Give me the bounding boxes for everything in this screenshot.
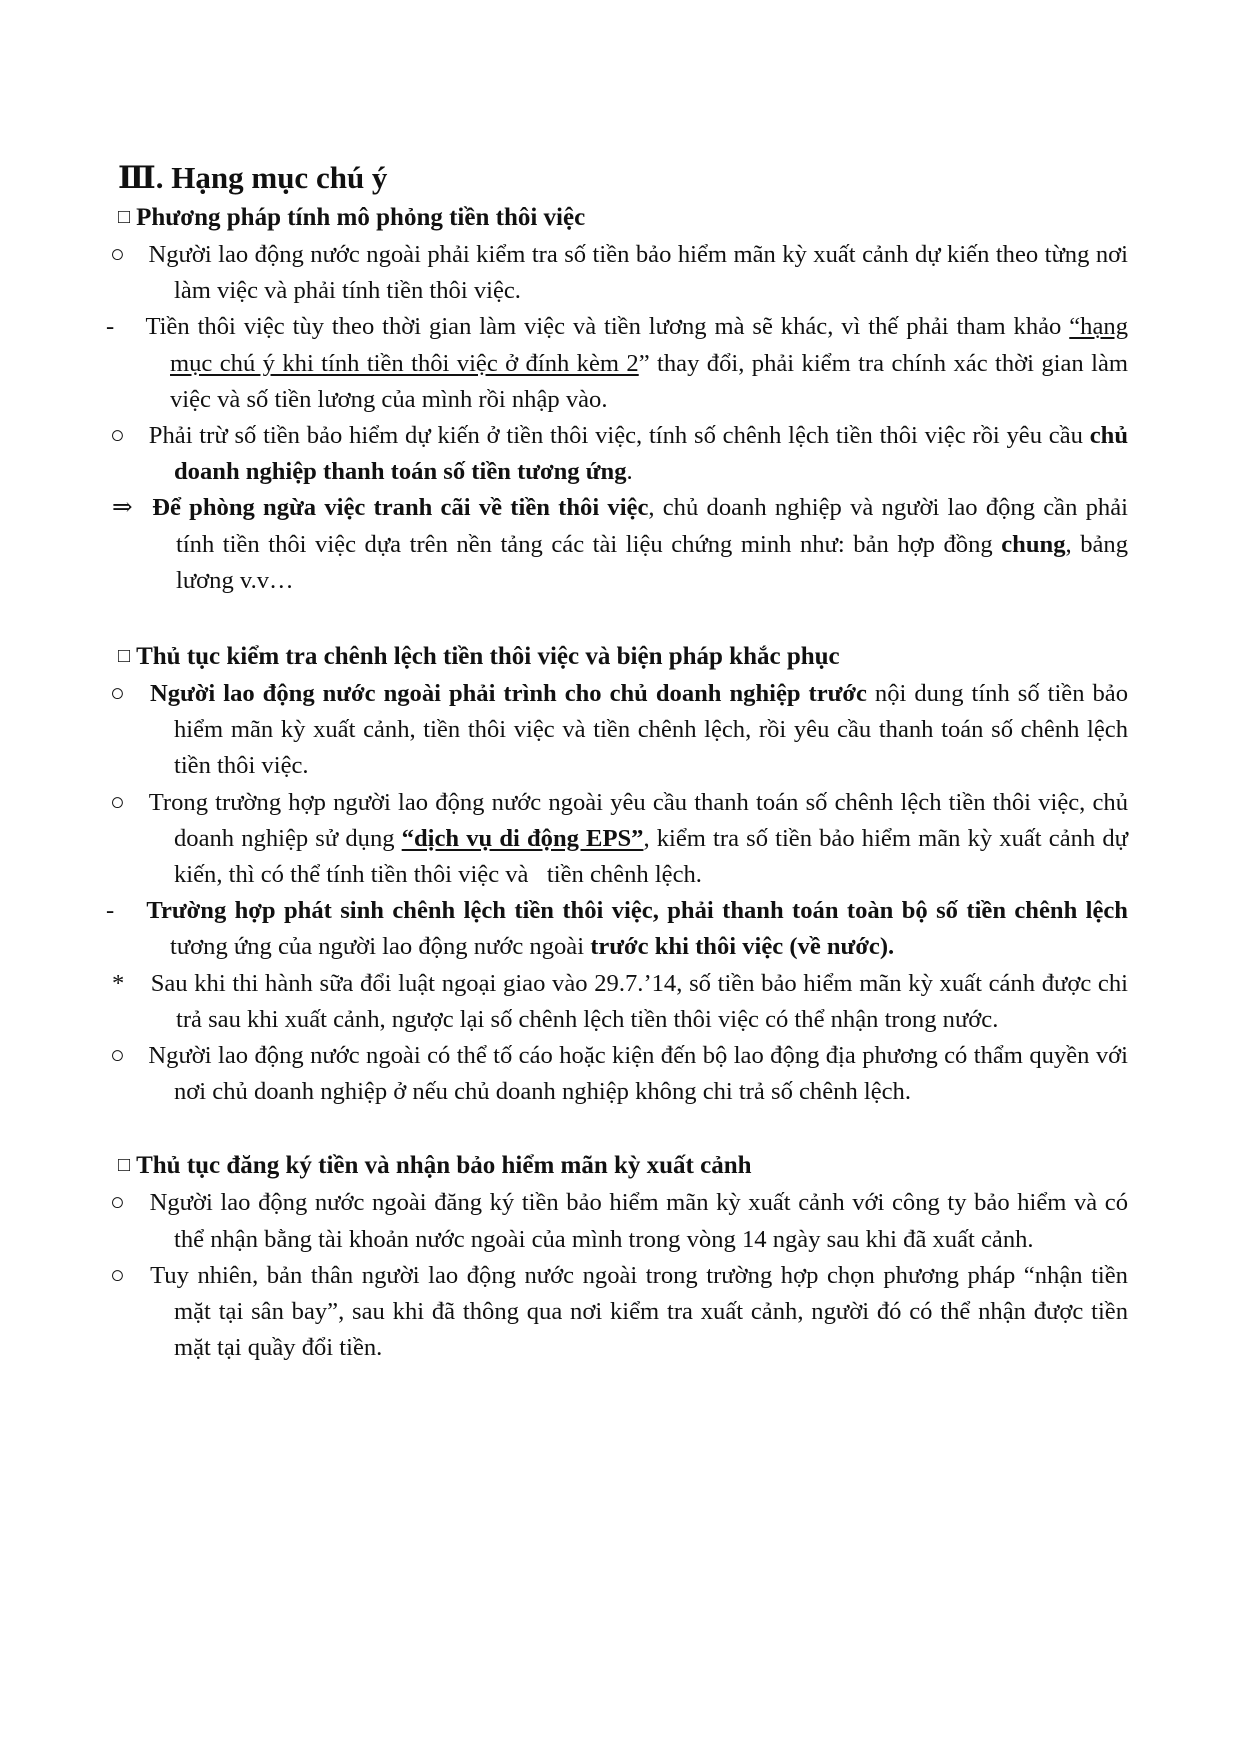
list-item: - Tiền thôi việc tùy theo thời gian làm việc và tiền lương mà sẽ khác, vì thế phải tham khảo “hạng mục chú ý khi tính tiền thôi việc ở đính kèm 2” thay đổi, phải kiểm tra chính xác thời gian làm việc và số tiền lương của mình rồi nhập vào. (106, 313, 1129, 413)
roman-numeral: Ⅲ (118, 160, 156, 195)
emphasis-text: chủ doanh nghiệp thanh toán số tiền tương ứng (174, 422, 1128, 486)
document-page (106, 158, 1135, 1366)
item-text: Người lao động nước ngoài có thể tố cáo hoặc kiện đến bộ lao động địa phương có thẩm quyền với nơi chủ doanh nghiệp ở nếu chủ doanh nghiệp không chi trả số chênh lệch. (148, 1042, 1128, 1106)
item-text: , kiểm tra số tiền bảo hiểm mãn kỳ xuất cảnh dự kiến, thì có thể tính tiền thôi việc và tiền chênh lệch. (174, 824, 1135, 889)
list-item: ⇒ Để phòng ngừa việc tranh cãi về tiền thôi việc, chủ doanh nghiệp và người lao động cần phải tính tiền thôi việc dựa trên nền tảng các tài liệu chứng minh như: bản hợp đồng chung, bảng lương v.v… (112, 494, 1129, 594)
subsection-title-insurance-claim (118, 1148, 1128, 1185)
checkbox-square-icon: □ (118, 1154, 131, 1177)
emphasis-text: Trường hợp phát sinh chênh lệch tiền thôi việc, phải thanh toán toàn bộ số tiền chênh lệch (146, 897, 1128, 925)
list-item: - Trường hợp phát sinh chênh lệch tiền thôi việc, phải thanh toán toàn bộ số tiền chênh lệch tương ứng của người lao động nước ngoài trước khi thôi việc (về nước). (106, 897, 1128, 961)
item-text: tương ứng của người lao động nước ngoài (170, 933, 591, 961)
checkbox-square-icon: □ (118, 206, 131, 228)
list-item: ○ Phải trừ số tiền bảo hiểm dự kiến ở tiền thôi việc, tính số chênh lệch tiền thôi việc rồi yêu cầu chủ doanh nghiệp thanh toán số tiền tương ứng. (110, 422, 1128, 486)
list-item: ○ Người lao động nước ngoài đăng ký tiền bảo hiểm mãn kỳ xuất cảnh với công ty bảo hiểm và có thể nhận bằng tài khoản nước ngoài của mình trong vòng 14 ngày sau khi đã xuất cảnh. (110, 1189, 1129, 1253)
attachment-2-reference-link[interactable]: “hạng mục chú ý khi tính tiền thôi việc ở đính kèm 2 (170, 313, 1128, 377)
list-item: ○ Người lao động nước ngoài có thể tố cáo hoặc kiện đến bộ lao động địa phương có thẩm quyền với nơi chủ doanh nghiệp ở nếu chủ doanh nghiệp không chi trả số chênh lệch. (110, 1042, 1128, 1106)
subsection-title-severance-simulation (118, 200, 1128, 237)
subsection-title-text: Thủ tục kiểm tra chênh lệch tiền thôi việc và biện pháp khắc phục (136, 643, 840, 671)
emphasis-text: trước khi thôi việc (về nước). (590, 933, 895, 961)
item-text: Người lao động nước ngoài đăng ký tiền bảo hiểm mãn kỳ xuất cảnh với công ty bảo hiểm và có thể nhận bằng tài khoản nước ngoài của mình trong vòng 14 ngày sau khi đã xuất cảnh. (149, 1189, 1129, 1253)
item-text: , bảng lương v.v… (176, 530, 1129, 594)
checkbox-square-icon: □ (118, 645, 131, 668)
item-text: Tiền thôi việc tùy theo thời gian làm việc và tiền lương mà sẽ khác, vì thế phải tham khảo (145, 313, 1070, 341)
section-heading (118, 158, 1128, 198)
emphasis-text: Người lao động nước ngoài phải trình cho chủ doanh nghiệp trước (150, 680, 867, 708)
emphasis-text: Để phòng ngừa việc tranh cãi về tiền thôi việc (152, 494, 649, 522)
item-text: Tuy nhiên, bản thân người lao động nước ngoài trong trường hợp chọn phương pháp “nhận tiền mặt tại sân bay”, sau khi đã thông qua nơi kiểm tra xuất cảnh, người đó có thể nhận được tiền mặt tại quầy đổi tiền. (150, 1261, 1128, 1362)
subsection-title-text: Thủ tục đăng ký tiền và nhận bảo hiểm mãn kỳ xuất cảnh (136, 1152, 752, 1180)
item-text: Phải trừ số tiền bảo hiểm dự kiến ở tiền thôi việc, tính số chênh lệch tiền thôi việc rồi yêu cầu (148, 422, 1090, 450)
subsection-title-text: Phương pháp tính mô phỏng tiền thôi việc (136, 204, 586, 231)
item-text: nội dung tính số tiền bảo hiểm mãn kỳ xuất cảnh, tiền thôi việc và tiền chênh lệch, rồi yêu cầu thanh toán số chênh lệch tiền thôi việc. (174, 680, 1128, 780)
item-text: ” thay đổi, phải kiểm tra chính xác thời gian làm việc và số tiền lương của mình rồi nhập vào. (170, 349, 1129, 413)
list-item: ○ Người lao động nước ngoài phải kiểm tra số tiền bảo hiểm mãn kỳ xuất cảnh dự kiến theo từng nơi làm việc và phải tính tiền thôi việc. (110, 241, 1128, 305)
list-item: ○ Trong trường hợp người lao động nước ngoài yêu cầu thanh toán số chênh lệch tiền thôi việc, chủ doanh nghiệp sử dụng “dịch vụ di động EPS”, kiểm tra số tiền bảo hiểm mãn kỳ xuất cảnh dự kiến, thì có thể tính tiền thôi việc và tiền chênh lệch. (110, 788, 1135, 889)
item-text: Người lao động nước ngoài phải kiểm tra số tiền bảo hiểm mãn kỳ xuất cảnh dự kiến theo từng nơi làm việc và phải tính tiền thôi việc. (148, 241, 1128, 305)
list-item: ○ Tuy nhiên, bản thân người lao động nước ngoài trong trường hợp chọn phương pháp “nhận tiền mặt tại sân bay”, sau khi đã thông qua nơi kiểm tra xuất cảnh, người đó có thể nhận được tiền mặt tại quầy đổi tiền. (110, 1261, 1128, 1362)
list-item: ○ Người lao động nước ngoài phải trình cho chủ doanh nghiệp trước nội dung tính số tiền bảo hiểm mãn kỳ xuất cảnh, tiền thôi việc và tiền chênh lệch, rồi yêu cầu thanh toán số chênh lệch tiền thôi việc. (110, 680, 1128, 780)
eps-mobile-service-link[interactable]: “dịch vụ di động EPS” (401, 824, 644, 852)
item-text: Sau khi thi hành sữa đổi luật ngoại giao vào 29.7.’14, số tiền bảo hiểm mãn kỳ xuất cánh được chi trả sau khi xuất cảnh, ngược lại số chênh lệch tiền thôi việc có thể nhận trong nước. (150, 969, 1128, 1033)
heading-title: . Hạng mục chú ý (155, 160, 388, 195)
subsection-title-difference-check (118, 639, 1128, 676)
emphasis-text: chung (1001, 530, 1066, 558)
list-item: * Sau khi thi hành sữa đổi luật ngoại giao vào 29.7.’14, số tiền bảo hiểm mãn kỳ xuất cánh được chi trả sau khi xuất cảnh, ngược lại số chênh lệch tiền thôi việc có thể nhận trong nước. (112, 969, 1128, 1033)
item-text: Trong trường hợp người lao động nước ngoài yêu cầu thanh toán số chênh lệch tiền thôi việc, chủ doanh nghiệp sử dụng (148, 788, 1128, 852)
item-text: , chủ doanh nghiệp và người lao động cần phải tính tiền thôi việc dựa trên nền tảng các tài liệu chứng minh như: bản hợp đồng (176, 494, 1128, 558)
item-text: . (626, 458, 633, 486)
